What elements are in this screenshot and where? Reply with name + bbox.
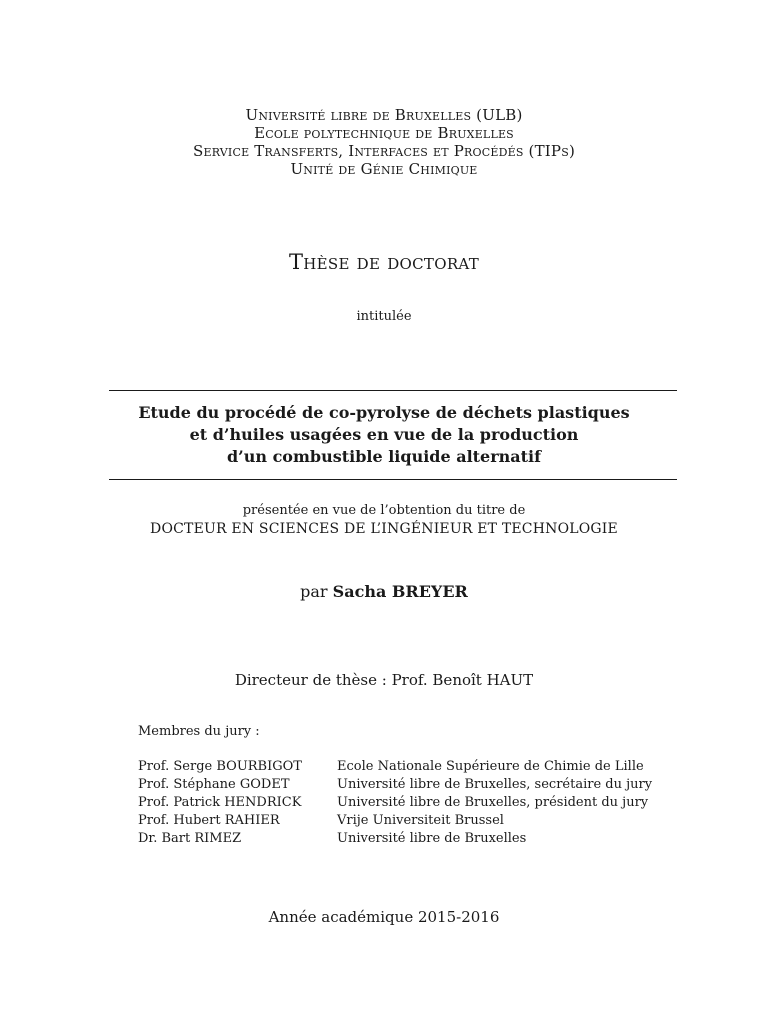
academic-year: Année académique 2015-2016	[268, 908, 500, 926]
jury-member-name: Prof. Hubert RAHIER	[138, 813, 280, 828]
service-name: Service Transferts, Interfaces et Procédés (TIPs)	[192, 142, 575, 160]
jury-member-affiliation: Ecole Nationale Supérieure de Chimie de Lille	[337, 759, 644, 774]
title-bottom-rule	[109, 479, 677, 480]
presentation-block	[0, 502, 768, 538]
jury-row	[138, 794, 652, 812]
author-name: Sacha BREYER	[332, 582, 468, 601]
presentation-intro: présentée en vue de l’obtention du titre de	[242, 503, 526, 518]
intitulee-label: intitulée	[356, 309, 412, 324]
jury-member-name: Prof. Serge BOURBIGOT	[138, 759, 302, 774]
thesis-title-line: d’un combustible liquide alternatif	[226, 447, 542, 466]
jury-member-name: Prof. Stéphane GODET	[138, 777, 290, 792]
thesis-title	[0, 402, 768, 468]
degree-title: DOCTEUR EN SCIENCES DE L’INGÉNIEUR ET TECHNOLOGIE	[150, 521, 618, 537]
jury-member-name: Prof. Patrick HENDRICK	[138, 795, 302, 810]
author-prefix: par	[300, 582, 328, 601]
institution-block	[0, 106, 768, 178]
jury-row	[138, 812, 652, 830]
jury-table	[138, 758, 652, 848]
jury-row	[138, 758, 652, 776]
unit-name: Unité de Génie Chimique	[290, 160, 478, 178]
jury-member-affiliation: Université libre de Bruxelles, président du jury	[337, 795, 649, 810]
author-line	[0, 582, 768, 601]
jury-row	[138, 776, 652, 794]
university-name: Université libre de Bruxelles (ULB)	[245, 106, 523, 124]
jury-member-affiliation: Université libre de Bruxelles, secrétaire du jury	[337, 777, 653, 792]
document-type-heading: Thèse de doctorat	[288, 250, 480, 274]
thesis-title-line: et d’huiles usagées en vue de la production	[189, 425, 579, 444]
jury-member-affiliation: Université libre de Bruxelles	[337, 831, 527, 846]
thesis-title-line: Etude du procédé de co-pyrolyse de déchets plastiques	[138, 403, 630, 422]
jury-row	[138, 830, 652, 848]
school-name: Ecole polytechnique de Bruxelles	[254, 124, 514, 142]
jury-member-affiliation: Vrije Universiteit Brussel	[337, 813, 504, 828]
thesis-director: Directeur de thèse : Prof. Benoît HAUT	[234, 671, 534, 689]
jury-label: Membres du jury :	[138, 724, 260, 739]
title-top-rule	[109, 390, 677, 391]
jury-member-name: Dr. Bart RIMEZ	[138, 831, 242, 846]
